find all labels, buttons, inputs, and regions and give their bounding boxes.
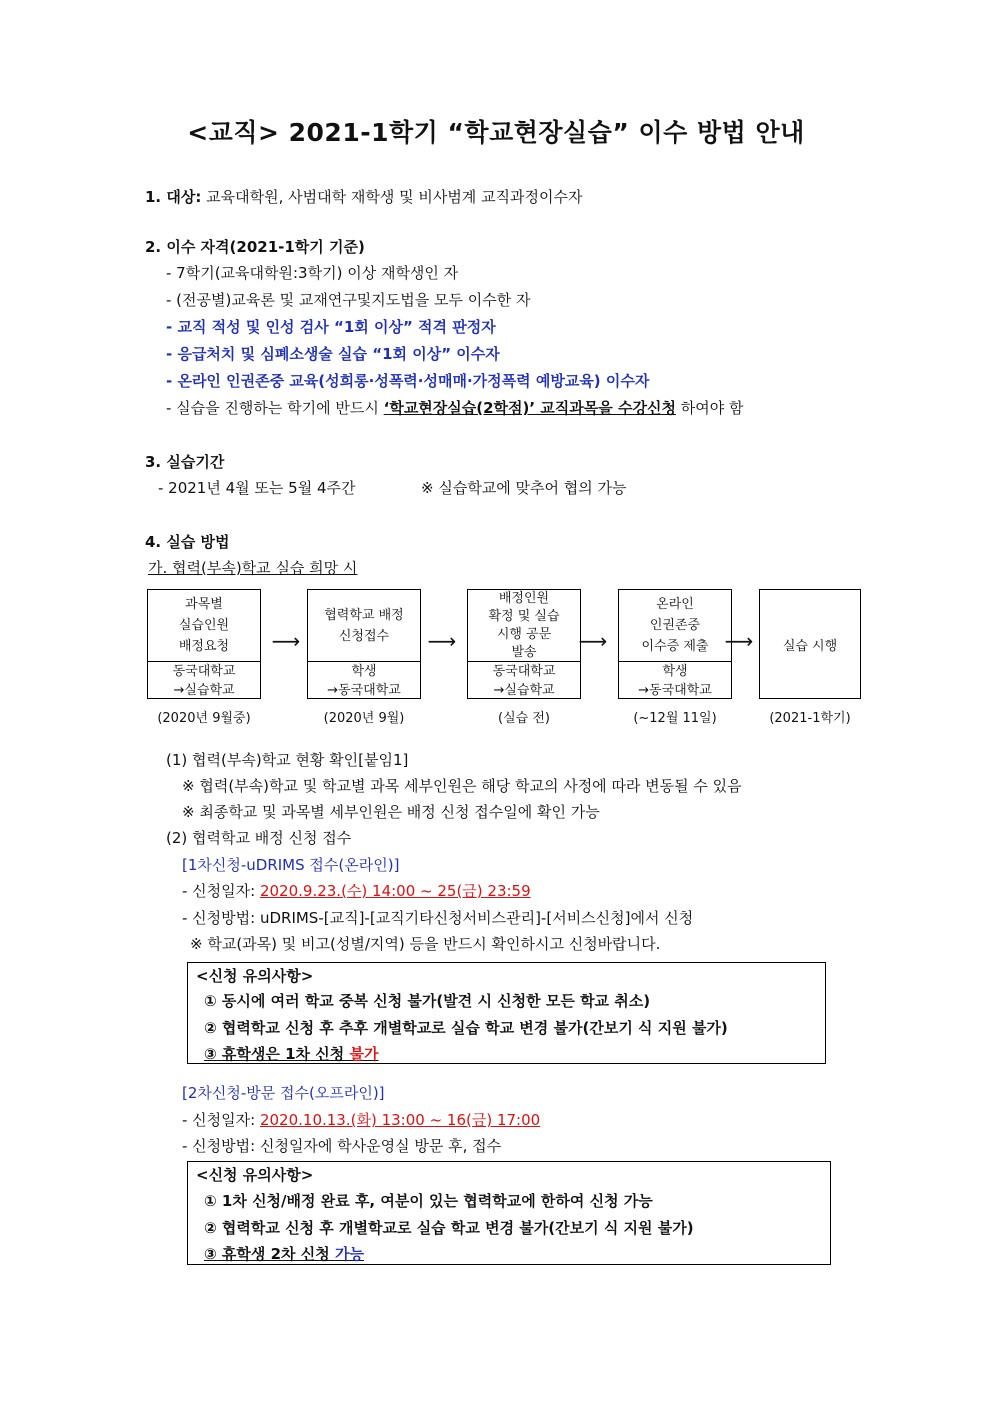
flow-arrow-icon: ⟶ xyxy=(427,629,457,653)
flow-step-text: 동국대학교 xyxy=(492,664,556,679)
section-4-heading: 4. 실습 방법 xyxy=(145,533,230,551)
subsection-a-heading: 가. 협력(부속)학교 실습 희망 시 xyxy=(148,559,358,577)
flow-step-text: 배정요청 xyxy=(178,639,230,654)
qualification-item: - 교직 적성 및 인성 검사 “1회 이상” 적격 판정자 xyxy=(166,318,496,336)
second-application-date xyxy=(182,1110,540,1130)
qualification-item: - (전공별)교육론 및 교재연구및지도법을 모두 이수한 자 xyxy=(166,291,531,309)
flow-step-text: →실습학교 xyxy=(173,683,235,698)
second-application-method: - 신청방법: 신청일자에 학사운영실 방문 후, 접수 xyxy=(182,1137,502,1155)
flow-step-text: 시행 공문 xyxy=(496,626,552,642)
date-label: - 신청일자: xyxy=(182,882,260,900)
flow-step-date: (~12월 11일) xyxy=(633,711,717,726)
flow-step-1 xyxy=(147,589,261,699)
flow-step-title: 실습 시행 xyxy=(782,638,838,654)
flow-step-title xyxy=(619,590,731,661)
flow-step-text: 신청접수 xyxy=(338,628,390,644)
qualification-item: - 응급처치 및 심폐소생술 실습 “1회 이상” 이수자 xyxy=(166,345,500,363)
notice-item-text: ③ 휴학생은 1차 신청 xyxy=(204,1045,350,1063)
flow-step-text: →동국대학교 xyxy=(638,683,712,698)
qualification-text: 하여야 함 xyxy=(675,399,744,417)
flow-step-actor xyxy=(148,661,260,698)
flow-step-2 xyxy=(307,589,421,699)
notice-item: ① 1차 신청/배정 완료 후, 여분이 있는 협력학교에 한하여 신청 가능 xyxy=(204,1192,653,1210)
subsection-1-heading: (1) 협력(부속)학교 현황 확인[붙임1] xyxy=(166,751,409,769)
notice-item: ② 협력학교 신청 후 개별학교로 실습 학교 변경 불가(간보기 식 지원 불가) xyxy=(204,1219,694,1237)
flow-step-text: 실습인원 xyxy=(178,618,230,633)
date-label: - 신청일자: xyxy=(182,1111,260,1129)
flow-step-text: →실습학교 xyxy=(493,683,555,698)
qualification-text: - 실습을 진행하는 학기에 반드시 xyxy=(166,399,384,417)
notice-item-emphasis: 불가 xyxy=(349,1045,379,1063)
flow-step-text: 동국대학교 xyxy=(172,664,236,679)
qualification-item-last xyxy=(166,398,743,418)
notice-item xyxy=(204,1043,378,1064)
flow-arrow-icon: ⟶ xyxy=(724,629,754,653)
first-application-method: - 신청방법: uDRIMS-[교직]-[교직기타신청서비스관리]-[서비스신청]에서 신청 xyxy=(182,909,694,927)
flow-step-date: (실습 전) xyxy=(498,711,550,726)
section-3-heading: 3. 실습기간 xyxy=(145,453,225,471)
notice-title: <신청 유의사항> xyxy=(196,967,314,985)
flow-arrow-icon: ⟶ xyxy=(271,629,301,653)
flow-step-date: (2020년 9월) xyxy=(323,711,405,726)
date-value: 2020.10.13.(화) 13:00 ~ 16(금) 17:00 xyxy=(259,1111,541,1129)
flow-step-date: (2021-1학기) xyxy=(769,711,851,726)
flow-step-text: 학생 xyxy=(662,664,688,679)
subsection-1-note: ※ 협력(부속)학교 및 학교별 과목 세부인원은 해당 학교의 사정에 따라 변동될 수 있음 xyxy=(182,777,742,795)
section-1-text: 교육대학원, 사범대학 재학생 및 비사범계 교직과정이수자 xyxy=(206,188,583,206)
flow-step-text: 이수증 제출 xyxy=(641,639,709,654)
practice-period: - 2021년 4월 또는 5월 4주간 xyxy=(158,479,356,497)
flow-step-text: 인권존중 xyxy=(649,618,701,633)
course-registration-note: ‘학교현장실습(2학점)’ 교직과목을 수강신청 xyxy=(383,399,676,417)
flow-step-text: 협력학교 배정 xyxy=(324,607,404,623)
process-flow xyxy=(147,589,862,729)
second-application-heading: [2차신청-방문 접수(오프라인)] xyxy=(182,1084,385,1102)
page-title: <교직> 2021-1학기 “학교현장실습” 이수 방법 안내 xyxy=(187,118,805,147)
section-1-heading: 1. 대상: xyxy=(145,188,202,206)
flow-step-title xyxy=(468,590,580,661)
notice-item-text: ③ 휴학생 2차 신청 xyxy=(204,1245,335,1263)
flow-step-3 xyxy=(467,589,581,699)
flow-step-text: 발송 xyxy=(511,644,537,660)
qualification-item: - 7학기(교육대학원:3학기) 이상 재학생인 자 xyxy=(166,264,459,282)
first-application-note: ※ 학교(과목) 및 비고(성별/지역) 등을 반드시 확인하시고 신청바랍니다. xyxy=(190,935,661,953)
notice-item: ① 동시에 여러 학교 중복 신청 불가(발견 시 신청한 모든 학교 취소) xyxy=(204,992,651,1010)
flow-step-text: 확정 및 실습 xyxy=(488,608,560,624)
section-2-heading: 2. 이수 자격(2021-1학기 기준) xyxy=(145,238,365,256)
flow-step-actor xyxy=(308,661,420,698)
flow-step-text: →동국대학교 xyxy=(327,683,401,698)
section-1 xyxy=(145,187,583,207)
qualification-item: - 온라인 인권존중 교육(성희롱·성폭력·성매매·가정폭력 예방교육) 이수자 xyxy=(166,372,650,390)
flow-arrow-icon: ⟶ xyxy=(578,629,608,653)
flow-step-date: (2020년 9월중) xyxy=(157,711,251,726)
first-application-heading: [1차신청-uDRIMS 접수(온라인)] xyxy=(182,856,400,874)
flow-step-5 xyxy=(759,589,861,699)
second-application-notice xyxy=(187,1161,831,1265)
subsection-1-note: ※ 최종학교 및 과목별 세부인원은 배정 신청 접수일에 확인 가능 xyxy=(182,803,600,821)
first-application-notice xyxy=(187,962,826,1064)
flow-step-title xyxy=(308,590,420,661)
notice-item: ② 협력학교 신청 후 추후 개별학교로 실습 학교 변경 불가(간보기 식 지원 불가) xyxy=(204,1019,728,1037)
notice-item-emphasis: 가능 xyxy=(334,1245,364,1263)
flow-step-text: 학생 xyxy=(351,664,377,679)
first-application-date xyxy=(182,881,531,901)
flow-step-actor xyxy=(619,661,731,698)
flow-step-title xyxy=(148,590,260,661)
flow-step-text: 배정인원 xyxy=(498,590,550,606)
date-value: 2020.9.23.(수) 14:00 ~ 25(금) 23:59 xyxy=(259,882,531,900)
subsection-2-heading: (2) 협력학교 배정 신청 접수 xyxy=(166,829,352,847)
flow-step-4 xyxy=(618,589,732,699)
notice-title: <신청 유의사항> xyxy=(196,1166,314,1184)
flow-step-actor xyxy=(468,661,580,698)
flow-step-text: 과목별 xyxy=(185,597,223,612)
notice-item xyxy=(204,1243,364,1264)
practice-period-note: ※ 실습학교에 맞추어 협의 가능 xyxy=(421,479,627,497)
flow-step-text: 온라인 xyxy=(656,597,694,612)
